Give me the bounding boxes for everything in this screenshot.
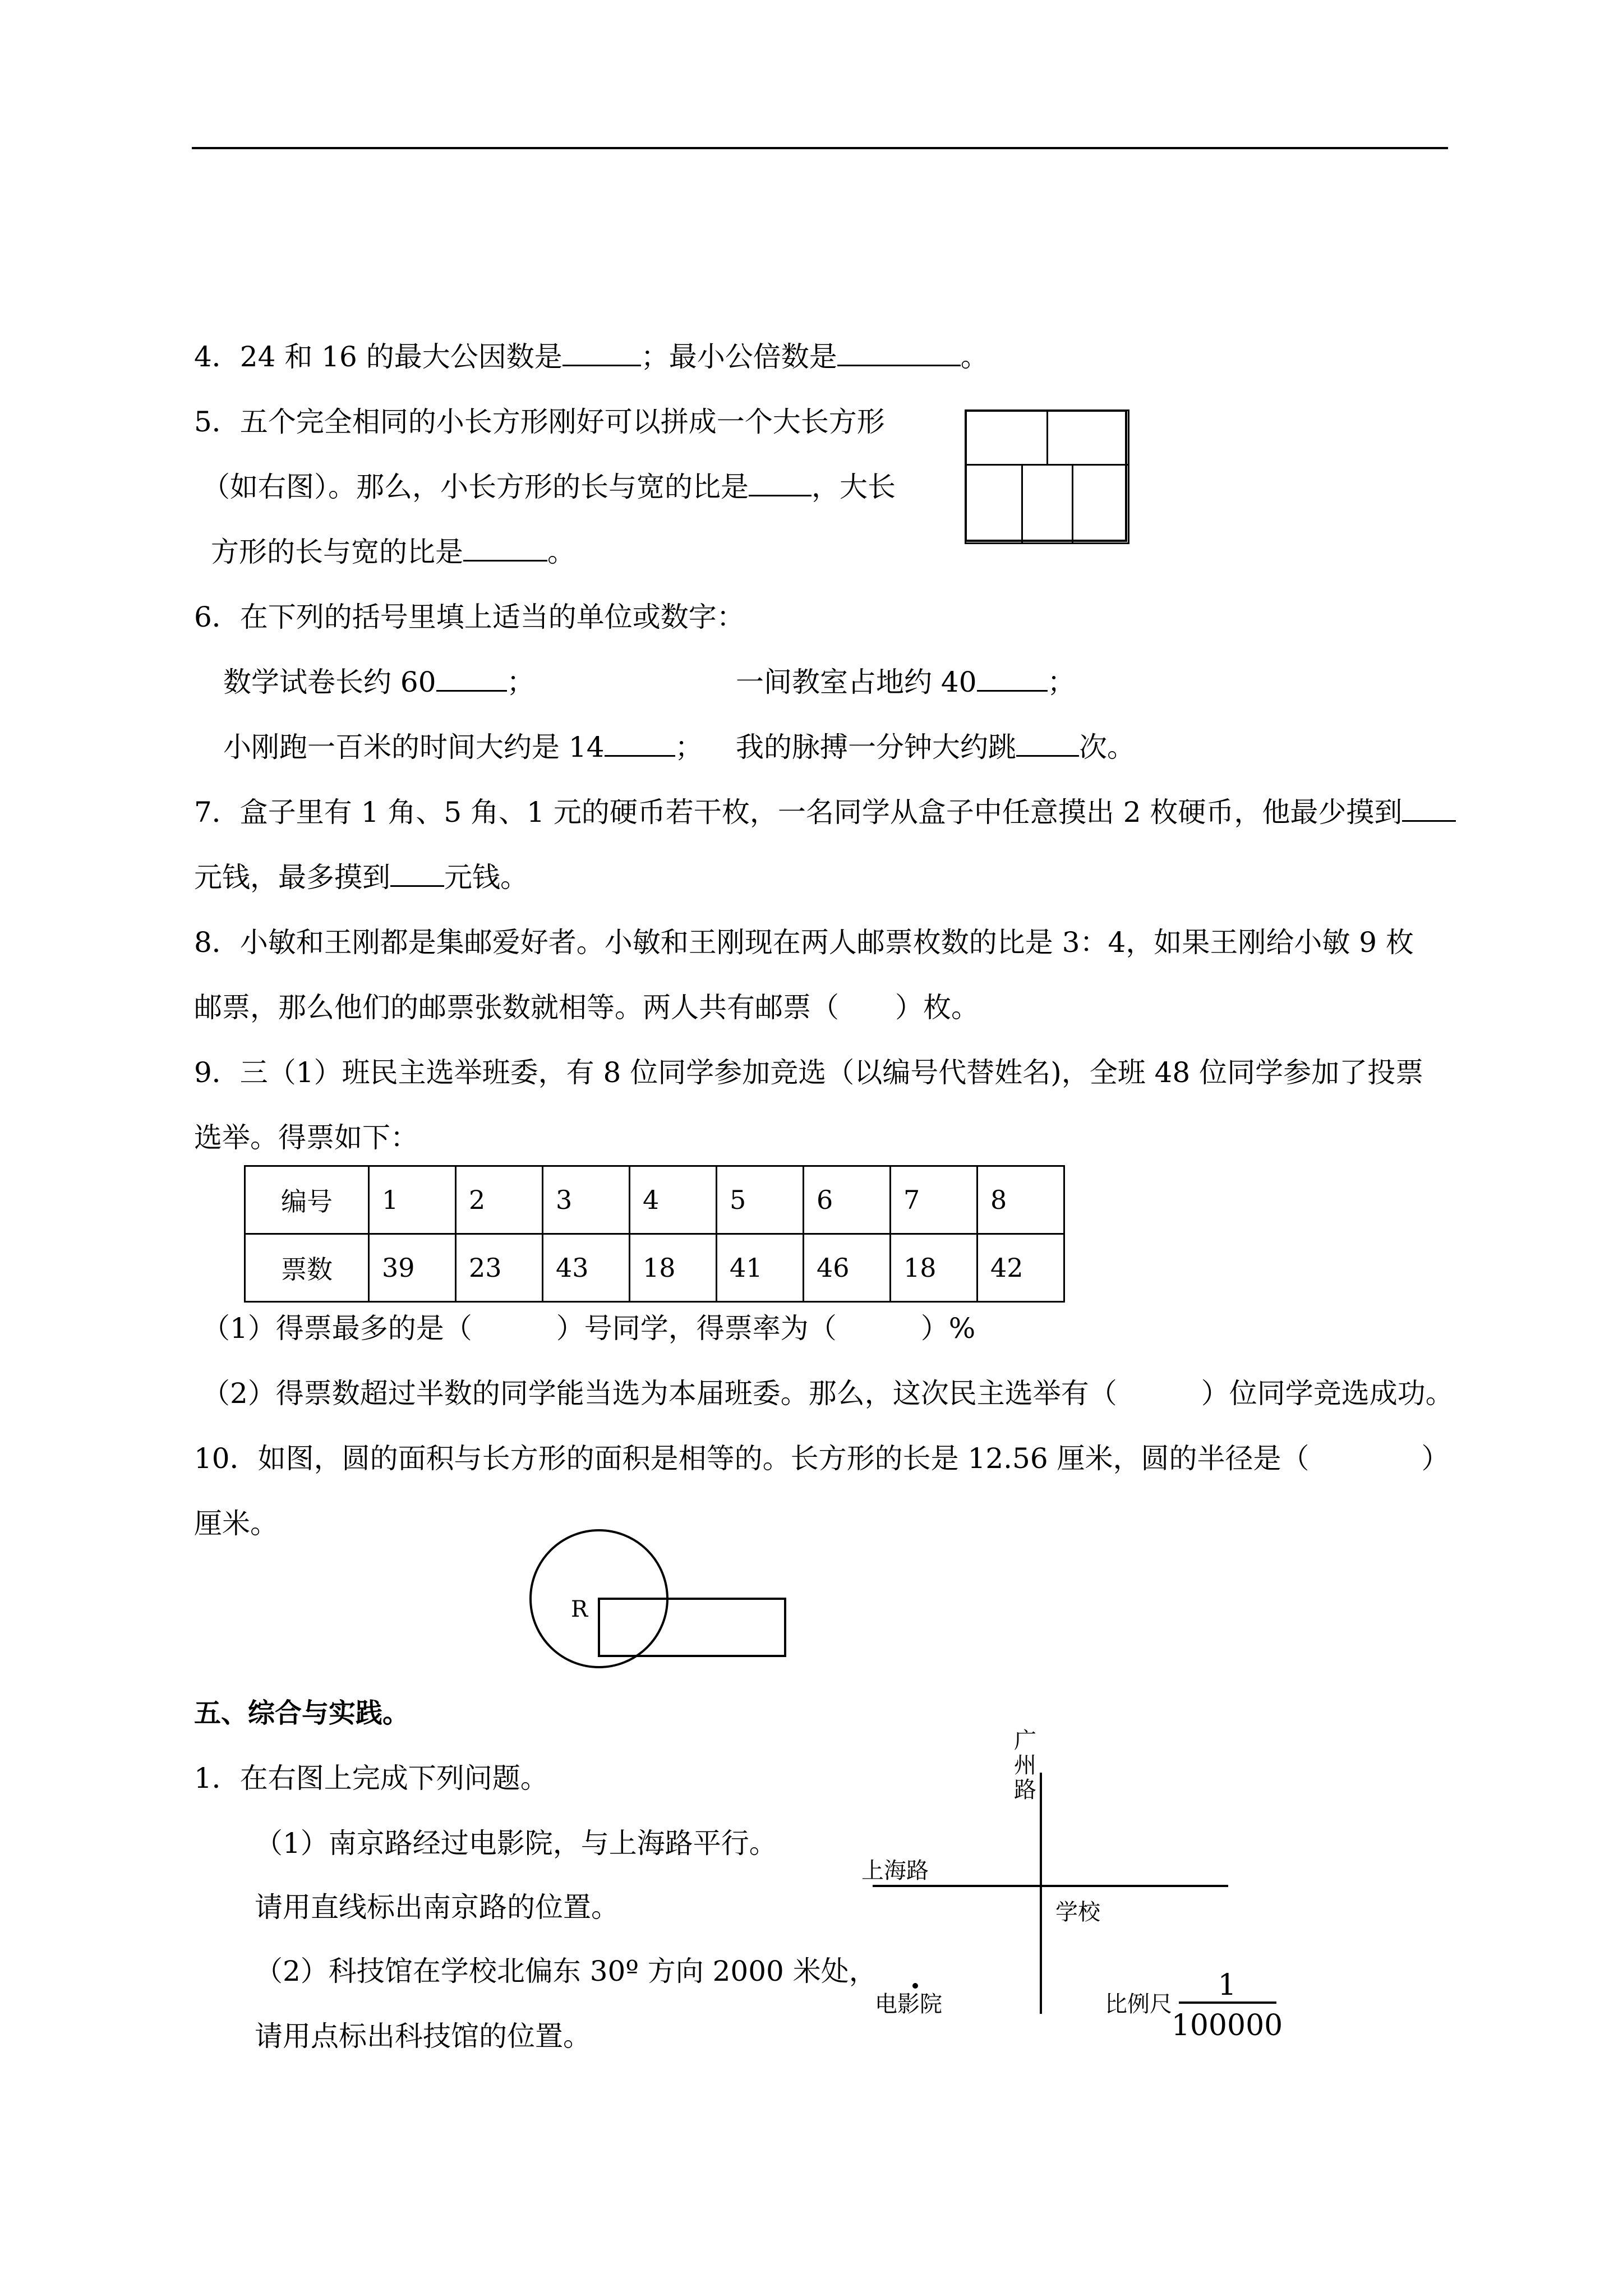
- question-6-item-3: 小刚跑一百米的时间大约是 14 ；: [223, 731, 703, 763]
- question-8-line-2: 邮票，那么他们的邮票张数就相等。两人共有邮票（ ）枚。: [194, 991, 979, 1024]
- question-7-line-1: 7．盒子里有 1 角、5 角、1 元的硬币若干枚，一名同学从盒子中任意摸出 2 枚硬币，他最少摸到: [194, 795, 1456, 829]
- table-cell: 6: [804, 1166, 891, 1234]
- table-header-id: 编号: [245, 1166, 369, 1234]
- table-cell: 39: [369, 1234, 456, 1302]
- classroom-area-blank[interactable]: [977, 665, 1048, 692]
- small-rectangle: [1072, 464, 1129, 544]
- rectangle-shape: [599, 1599, 785, 1656]
- exam-length-blank[interactable]: [436, 665, 507, 692]
- shanghai-road-label: 上海路: [861, 1858, 929, 1884]
- small-ratio-blank[interactable]: [749, 470, 811, 496]
- lcm-blank[interactable]: [837, 340, 961, 366]
- map-figure: [852, 1717, 1301, 2076]
- pulse-blank[interactable]: [1016, 730, 1079, 757]
- header-rule: [192, 147, 1448, 149]
- section-5-q1-sub-1: （1）南京路经过电影院，与上海路平行。: [255, 1827, 777, 1860]
- table-cell: 18: [630, 1234, 717, 1302]
- circle-rectangle-figure: [533, 1526, 802, 1672]
- scale-label: 比例尺: [1105, 1991, 1172, 2017]
- table-cell: 7: [891, 1166, 978, 1234]
- question-10-line-1: 10．如图，圆的面积与长方形的面积是相等的。长方形的长是 12.56 厘米，圆的半径是（ ）: [194, 1442, 1450, 1475]
- question-4-mid: ；最小公倍数是: [640, 341, 837, 373]
- section-5-q1-title: 1．在右图上完成下列问题。: [194, 1762, 548, 1795]
- section-5-q1-sub-1b: 请用直线标出南京路的位置。: [255, 1891, 619, 1924]
- vote-table: [244, 1165, 1065, 1303]
- question-4-text: 4．24 和 16 的最大公因数是: [194, 341, 562, 373]
- table-cell: 23: [456, 1234, 543, 1302]
- question-6-item-4: 我的脉搏一分钟大约跳 次。: [736, 731, 1135, 763]
- small-rectangle: [965, 464, 1023, 544]
- scale-denominator: 100000: [1171, 2009, 1283, 2042]
- small-rectangle: [1021, 464, 1073, 544]
- table-header-votes: 票数: [245, 1234, 369, 1302]
- section-5-q1-sub-2: （2）科技馆在学校北偏东 30º 方向 2000 米处，: [255, 1955, 877, 1987]
- small-rectangle: [965, 409, 1048, 466]
- table-cell: 5: [717, 1166, 804, 1234]
- question-6-item-1: 数学试卷长约 60 ；: [223, 666, 535, 698]
- five-rectangles-figure: [965, 409, 1127, 542]
- table-cell: 41: [717, 1234, 804, 1302]
- question-6-title: 6．在下列的括号里填上适当的单位或数字：: [194, 601, 745, 633]
- table-cell: 4: [630, 1166, 717, 1234]
- guangzhou-road-label-1: 广: [1014, 1728, 1036, 1754]
- question-9-line-1: 9．三（1）班民主选举班委，有 8 位同学参加竞选（以编号代替姓名)，全班 48 位同学参加了投票: [194, 1056, 1424, 1089]
- question-10-line-2: 厘米。: [194, 1507, 278, 1540]
- gcf-blank[interactable]: [562, 340, 641, 366]
- guangzhou-road-label-2: 州: [1014, 1752, 1036, 1778]
- table-cell: 18: [891, 1234, 978, 1302]
- large-ratio-blank[interactable]: [463, 535, 547, 562]
- max-money-blank[interactable]: [390, 861, 444, 887]
- table-cell: 42: [978, 1234, 1064, 1302]
- question-9-sub-1: （1）得票最多的是（ ）号同学，得票率为（ ）%: [202, 1312, 976, 1345]
- table-cell: 1: [369, 1166, 456, 1234]
- table-cell: 2: [456, 1166, 543, 1234]
- table-cell: 43: [543, 1234, 630, 1302]
- question-9-line-2: 选举。得票如下：: [194, 1121, 418, 1154]
- table-cell: 3: [543, 1166, 630, 1234]
- table-row: [245, 1234, 1064, 1302]
- question-4: 4．24 和 16 的最大公因数是 ；最小公倍数是 。: [194, 341, 989, 373]
- table-cell: 46: [804, 1234, 891, 1302]
- question-6-item-2: 一间教室占地约 40 ；: [736, 666, 1076, 698]
- cinema-point: [912, 1983, 918, 1989]
- question-8-line-1: 8．小敏和王刚都是集邮爱好者。小敏和王刚现在两人邮票枚数的比是 3：4，如果王刚给小敏 9 枚: [194, 926, 1414, 959]
- scale-numerator: 1: [1218, 1968, 1237, 2002]
- small-rectangle: [1046, 409, 1129, 466]
- min-money-blank[interactable]: [1402, 795, 1456, 822]
- section-5-q1-sub-2b: 请用点标出科技馆的位置。: [255, 2020, 591, 2053]
- section-5-heading: 五、综合与实践。: [194, 1697, 410, 1729]
- table-row: [245, 1166, 1064, 1234]
- question-5-line-1: 5．五个完全相同的小长方形刚好可以拼成一个大长方形: [194, 406, 885, 438]
- cinema-label: 电影院: [875, 1991, 942, 2017]
- question-9-sub-2: （2）得票数超过半数的同学能当选为本届班委。那么，这次民主选举有（ ）位同学竞选成功。: [202, 1377, 1454, 1410]
- question-7-line-2: 元钱，最多摸到 元钱。: [194, 861, 528, 894]
- question-5-line-2: （如右图）。那么，小长方形的长与宽的比是 ，大长: [202, 471, 896, 503]
- table-cell: 8: [978, 1166, 1064, 1234]
- school-label: 学校: [1055, 1899, 1100, 1925]
- question-5-line-3: 方形的长与宽的比是 。: [211, 536, 575, 568]
- guangzhou-road-label-3: 路: [1014, 1777, 1036, 1803]
- radius-label: R: [571, 1596, 588, 1622]
- run-time-blank[interactable]: [605, 730, 675, 757]
